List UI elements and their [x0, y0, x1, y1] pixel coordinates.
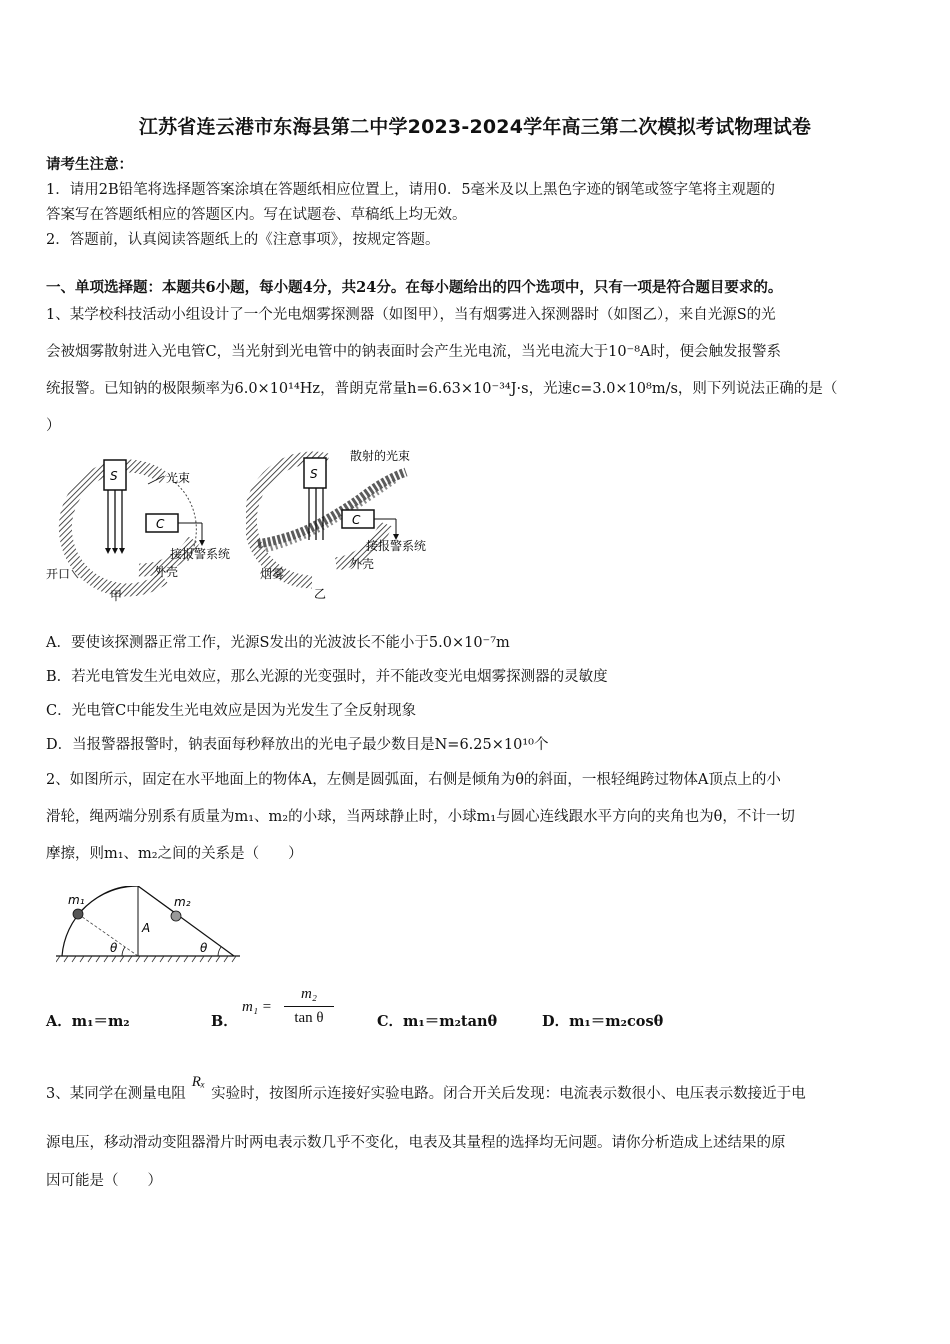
q3-stem-line-1	[46, 1074, 806, 1103]
label-s: S	[110, 469, 118, 483]
q2-stem-line-2: 滑轮，绳两端分别系有质量为m₁、m₂的小球，当两球静止时，小球m₁与圆心连线跟水平方向的夹角也为θ，不计一切	[46, 809, 795, 825]
label-m1: m₁	[68, 893, 85, 907]
notice-item-1: 1．请用2B铅笔将选择题答案涂填在答题纸相应位置上，请用0．5毫米及以上黑色字迹的钢笔或签字笔将主观题的	[46, 182, 776, 198]
label-scattered-beam: 散射的光束	[350, 449, 411, 463]
q2-option-c[interactable]: C．m₁＝m₂tanθ	[377, 1013, 498, 1030]
page-title: 江苏省连云港市东海县第二中学2023-2024学年高三第二次模拟考试物理试卷	[138, 116, 812, 138]
label-beam: 光束	[166, 471, 191, 485]
q3-stem-text-b: 实验时，按图所示连接好实验电路。闭合开关后发现：电流表示数很小、电压表示数接近于电	[211, 1086, 806, 1102]
q2-option-d[interactable]: D．m₁＝m₂cosθ	[542, 1013, 664, 1030]
ball-m2	[171, 911, 181, 921]
resistor-rx: Rₓ	[191, 1074, 206, 1090]
q1-stem-line-4: ）	[46, 418, 61, 434]
q1-stem-line-2: 会被烟雾散射进入光电管C，当光射到光电管中的钠表面时会产生光电流，当光电流大于10⁻⁸A时，便会触发报警系	[46, 344, 781, 360]
q1-option-d[interactable]: D．当报警器报警时，钠表面每秒释放出的光电子最少数目是N=6.25×10¹⁰个	[46, 737, 549, 753]
label-theta-1: θ	[110, 941, 118, 955]
formula-lhs: m₁ =	[242, 999, 272, 1015]
label-m2: m₂	[174, 895, 191, 909]
q2-option-a[interactable]: A．m₁＝m₂	[46, 1013, 130, 1030]
q3-stem-line-3: 因可能是（ ）	[46, 1173, 162, 1189]
q1-stem-line-1: 1、某学校科技活动小组设计了一个光电烟雾探测器（如图甲），当有烟雾进入探测器时（如图乙），来自光源S的光	[46, 307, 776, 323]
caption-jia: 甲	[110, 589, 123, 603]
q2-stem-line-1: 2、如图所示，固定在水平地面上的物体A，左侧是圆弧面，右侧是倾角为θ的斜面，一根轻绳跨过物体A顶点上的小	[46, 772, 781, 788]
section-heading: 一、单项选择题：本题共6小题，每小题4分，共24分。在每小题给出的四个选项中，只有一项是符合题目要求的。	[46, 279, 783, 296]
q1-option-a[interactable]: A．要使该探测器正常工作，光源S发出的光波波长不能小于5.0×10⁻⁷m	[46, 635, 510, 651]
q1-option-c[interactable]: C．光电管C中能发生光电效应是因为光发生了全反射现象	[46, 703, 417, 719]
q2-option-b-label[interactable]: B．	[211, 1013, 238, 1030]
q3-stem-line-2: 源电压，移动滑动变阻器滑片时两电表示数几乎不变化，电表及其量程的选择均无问题。请你分析造成上述结果的原	[46, 1135, 786, 1151]
label-s: S	[310, 467, 318, 481]
label-theta-2: θ	[200, 941, 208, 955]
notice-item-1-cont: 答案写在答题纸相应的答题区内。写在试题卷、草稿纸上均无效。	[46, 207, 467, 223]
notice-item-2: 2．答题前，认真阅读答题纸上的《注意事项》，按规定答题。	[46, 232, 440, 248]
label-a: A	[142, 921, 151, 935]
fraction-bar	[284, 1006, 334, 1007]
q3-stem-text-a: 3、某同学在测量电阻	[46, 1086, 186, 1102]
label-shell: 外壳	[154, 565, 179, 579]
label-alarm: 接报警系统	[366, 539, 427, 553]
label-opening: 开口	[46, 567, 71, 581]
caption-yi: 乙	[314, 587, 327, 601]
q1-option-b[interactable]: B．若光电管发生光电效应，那么光源的光变强时，并不能改变光电烟雾探测器的灵敏度	[46, 669, 608, 685]
label-shell: 外壳	[350, 557, 375, 571]
label-c: C	[156, 517, 165, 531]
notice-heading: 请考生注意：	[46, 156, 133, 173]
q1-figure-yi	[246, 444, 456, 606]
label-smoke: 烟雾	[260, 567, 285, 581]
formula-denominator: tan θ	[294, 1010, 324, 1026]
q2-stem-line-3: 摩擦，则m₁、m₂之间的关系是（ ）	[46, 846, 303, 862]
ball-m1	[73, 909, 83, 919]
q1-stem-line-3: 统报警。已知钠的极限频率为6.0×10¹⁴Hz，普朗克常量h=6.63×10⁻³⁴J·s，光速c=3.0×10⁸m/s，则下列说法正确的是（	[46, 381, 838, 397]
label-c: C	[352, 513, 361, 527]
q2-figure	[56, 886, 242, 964]
q1-figure-jia	[44, 450, 254, 606]
formula-numerator: m₂	[300, 986, 318, 1002]
label-alarm: 接报警系统	[170, 547, 231, 561]
